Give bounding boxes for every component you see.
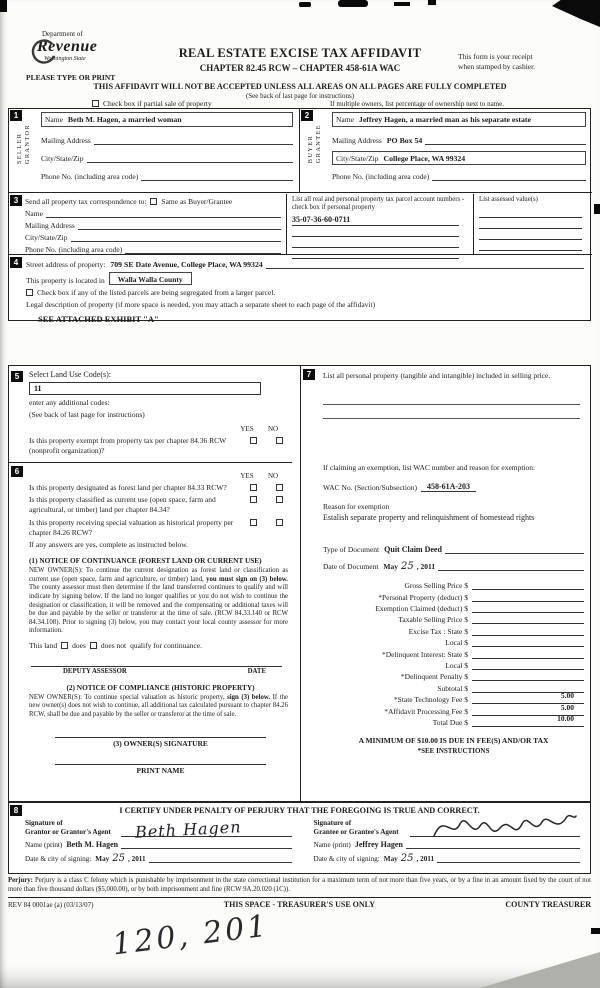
grantor-date-year: , 2011 — [128, 855, 146, 863]
buyer-phone-label: Phone No. (including area code) — [332, 172, 430, 181]
buyer-side-label — [307, 124, 322, 163]
fee-label: Local $ — [445, 661, 468, 671]
seller-section — [9, 109, 300, 193]
grantor-agent-label: Grantor or Grantor's Agent — [25, 828, 111, 836]
corr-name-label: Name — [25, 209, 43, 218]
fee-label: Subtotal $ — [437, 683, 468, 693]
fee-value: 10.00 — [557, 714, 574, 723]
personal-property-blank-line[interactable] — [323, 405, 580, 419]
seller-city-row — [41, 153, 293, 163]
form-revision-number: REV 84 0001ae (a) (03/13/07) — [8, 901, 94, 909]
current-use-yes-checkbox[interactable] — [250, 496, 257, 503]
does-label: does — [72, 640, 86, 650]
continuance-notice-title: (1) NOTICE OF CONTINUANCE (FOREST LAND OR CURRENT USE) — [29, 556, 262, 566]
county-treasurer-label: COUNTY TREASURER — [505, 900, 591, 909]
legal-description-label: Legal description of property (if more space is needed, you may attach a separate sheet to each page of the affidavit) — [26, 300, 376, 309]
wac-label: WAC No. (Section/Subsection) — [323, 483, 417, 493]
send-correspondence-label: Send all property tax correspondence to: — [25, 197, 147, 206]
fee-value: 5.00 — [560, 691, 574, 701]
legal-description-row — [26, 300, 584, 309]
reason-value: Estalish separate property and relinquishment of homestead rights — [323, 513, 535, 523]
scan-artifact — [299, 2, 311, 7]
historic-question-row — [29, 518, 292, 538]
grantee-date-month: May — [383, 855, 398, 863]
fee-label: Taxable Selling Price $ — [398, 615, 468, 625]
left-column — [9, 366, 301, 801]
grantor-word: GRANTOR — [24, 124, 32, 165]
grantor-signature-row — [25, 817, 292, 842]
compliance-notice-title: (2) NOTICE OF COMPLIANCE (HISTORIC PROPERTY) — [66, 682, 255, 692]
forest-no-checkbox[interactable] — [276, 484, 283, 491]
buyer-city-label: City/State/Zip — [336, 153, 379, 163]
form-chapter: CHAPTER 82.45 RCW – CHAPTER 458-61A WAC — [199, 63, 401, 73]
land-use-and-tax-box — [8, 365, 591, 802]
assessed-header: List assessed value(s) — [479, 196, 538, 203]
owners-signature-caption: (3) OWNER(S) SIGNATURE — [113, 739, 208, 749]
grantee-date-row — [314, 852, 581, 863]
treasurer-space-label: THIS SPACE - TREASURER'S USE ONLY — [223, 900, 376, 909]
please-type-note: PLEASE TYPE OR PRINT — [26, 73, 116, 82]
compliance-text-bold: sign (3) below. — [227, 693, 271, 701]
parcel-number-value[interactable]: 35-07-36-60-0711 — [292, 215, 459, 226]
forest-land-question: Is this property designated as forest land per chapter 84.33 RCW? — [29, 482, 227, 492]
does-checkbox[interactable] — [61, 642, 68, 649]
warning-line: THIS AFFIDAVIT WILL NOT BE ACCEPTED UNLESS ALL AREAS ON ALL PAGES ARE FULLY COMPLETED — [93, 82, 507, 91]
seller-name-label: Name — [45, 115, 63, 124]
grantee-date-line[interactable] — [437, 853, 580, 863]
handwritten-number-note: 120, 201 — [110, 908, 272, 963]
continuance-text-bold: you must sign on (3) below. — [206, 575, 288, 583]
exempt-yes-checkbox[interactable] — [250, 437, 257, 444]
located-label: This property is located in — [26, 276, 105, 285]
grantee-date-day-handwritten: 25 — [400, 853, 414, 864]
yes-no-header-2 — [29, 472, 292, 480]
land-use-code-input[interactable] — [29, 382, 261, 395]
signature-of-label: Signature of — [25, 819, 63, 827]
buyer-city-field[interactable] — [332, 151, 586, 165]
compliance-text-c: If the new owner(s) does not wish to continue, all additional tax calculated pursuant to chapter 84.26 RCW, shall be due and payable by the seller or transferor at the time of sale. — [29, 693, 288, 718]
personal-property-blank-line[interactable] — [323, 391, 580, 405]
corr-name-row — [25, 207, 281, 218]
document-type-label: Type of Document — [323, 544, 380, 554]
title-block — [150, 46, 450, 73]
scan-artifact — [552, 0, 600, 27]
same-as-buyer-checkbox[interactable] — [150, 198, 157, 205]
does-not-checkbox[interactable] — [90, 642, 97, 649]
grantor-name-print-label: Name (print) — [25, 841, 63, 849]
buyer-word: BUYER — [307, 134, 314, 164]
grantee-signature-label — [314, 819, 410, 837]
seller-side-label — [16, 124, 31, 164]
grantor-signature-label — [25, 819, 121, 837]
buyer-name-label: Name — [336, 115, 354, 124]
parcel-numbers-column — [286, 194, 473, 255]
assessed-blank-line[interactable] — [479, 230, 582, 240]
dor-logo — [26, 30, 156, 74]
street-address-value: 709 SE Date Avenue, College Place, WA 99324 — [110, 260, 263, 269]
buyer-city-value: College Place, WA 99324 — [383, 153, 466, 163]
document-type-value: Quit Claim Deed — [384, 544, 442, 554]
fee-label: Gross Selling Price $ — [404, 581, 468, 591]
fee-label: *Affidavit Processing Fee $ — [384, 706, 468, 716]
county-value[interactable]: Walla Walla County — [109, 272, 192, 285]
corr-phone-label: Phone No. (including area code) — [25, 245, 123, 254]
see-back-note: (See back of last page for instructions) — [245, 92, 355, 100]
receipt-note-line2: when stamped by cashier. — [458, 61, 536, 71]
seller-phone-input[interactable] — [141, 171, 293, 181]
perjury-lead: Perjury: — [8, 877, 33, 884]
if-yes-note: If any answers are yes, complete as instructed below. — [29, 540, 189, 550]
this-land-label: This land — [29, 640, 58, 650]
seller-phone-row — [41, 171, 293, 181]
fee-label: Local $ — [445, 638, 468, 648]
continuance-text-c: The county assessor must then determine if the land transferred continues to qualify and will indicate by signing below. If the land no longer qualifies or you do not wish to continue the designation or classification, it will be removed and the compensating or additional taxes will be due and payable by the seller or transferor at the time of sale. (RCW 84.33.140 or RCW 84.34.108). Prior to signing (3) below, you may contact your local county assessor for more information. — [29, 584, 288, 635]
grantee-name-value: Jeffrey Hagen — [354, 840, 403, 849]
deputy-assessor-labels — [29, 667, 292, 675]
tax-computation-column — [301, 366, 592, 801]
owners-signature-line[interactable] — [55, 737, 266, 738]
scan-page-edge — [480, 952, 600, 988]
footer-row — [8, 897, 591, 909]
parcel-blank-line[interactable] — [292, 227, 459, 237]
seller-word: SELLER — [16, 132, 23, 165]
grantor-date-day-handwritten: 25 — [112, 853, 125, 864]
partial-sale-checkbox[interactable] — [92, 100, 99, 107]
document-date-day-handwritten: 25 — [401, 560, 414, 572]
exempt-no-checkbox[interactable] — [276, 437, 283, 444]
qualify-row — [29, 641, 292, 650]
parcel-header: List all real and personal property tax parcel account numbers - check box if personal property — [292, 196, 465, 212]
grantee-signature-column — [314, 817, 581, 863]
additional-codes-label: enter any additional codes: — [29, 398, 110, 407]
assessed-values-column — [473, 194, 592, 255]
fee-label: *Personal Property (deduct) $ — [378, 592, 468, 602]
grantor-signature-column — [25, 817, 292, 863]
current-use-no-checkbox[interactable] — [276, 496, 283, 503]
partial-sale-row — [92, 99, 212, 108]
grantor-date-month: May — [95, 855, 110, 863]
certify-statement: I CERTIFY UNDER PENALTY OF PERJURY THAT THE FOREGOING IS TRUE AND CORRECT. — [119, 806, 480, 815]
buyer-name-field[interactable] — [332, 112, 586, 127]
perjury-text: Perjury is a class C felony which is punishable by imprisonment in the state correctional institution for a maximum term of not more than five years, or by a fine in an amount fixed by the court of not more than five thousand dollars ($5,000.00), or by both imprisonment and fine (RCW 9A.20.020 (1C)). — [8, 877, 591, 893]
deputy-assessor-label: DEPUTY ASSESSOR — [63, 667, 127, 675]
street-address-label: Street address of property: — [26, 260, 106, 269]
corr-phone-input[interactable] — [125, 244, 281, 254]
tax-correspondence-section — [9, 194, 286, 255]
exempt-question-row — [29, 436, 292, 456]
scan-artifact — [0, 0, 7, 12]
seller-name-value: Beth M. Hagen, a married woman — [67, 115, 182, 124]
assessed-blank-line[interactable] — [479, 219, 582, 229]
legal-description-value: SEE ATTACHED EXHIBIT "A" — [38, 314, 159, 324]
perjury-paragraph — [8, 877, 591, 895]
owners-signature-block — [29, 737, 292, 748]
continuance-notice-body — [29, 567, 292, 636]
located-row — [26, 272, 584, 285]
document-date-month: May — [383, 561, 398, 571]
current-use-question: Is this property classified as current use (open space, farm and agricultural, or timber) land per chapter 84.34? — [29, 495, 216, 514]
does-not-label: does not — [100, 640, 127, 650]
grantee-signature-line[interactable] — [410, 817, 581, 837]
grantee-date-label: Date & city of signing: — [313, 855, 380, 863]
fee-value: 5.00 — [560, 702, 574, 712]
seller-mailing-label: Mailing Address — [41, 136, 91, 145]
no-label-2: NO — [267, 471, 279, 480]
section-7-badge: 7 — [303, 369, 315, 380]
grantor-signature: Beth Hagen — [134, 817, 242, 842]
assessed-blank-line[interactable] — [479, 241, 582, 251]
print-name-block — [29, 764, 292, 775]
fee-label: Total Due $ — [432, 718, 468, 727]
section-4-badge: 4 — [10, 257, 22, 268]
revenue-swoosh-icon — [26, 39, 56, 69]
seller-city-input[interactable] — [87, 153, 294, 163]
grantee-signature-row — [314, 817, 581, 837]
corr-name-input[interactable] — [46, 208, 281, 218]
document-type-row — [323, 544, 584, 554]
parties-and-property-box — [8, 108, 591, 324]
corr-mailing-label: Mailing Address — [25, 221, 75, 230]
section-5-badge: 5 — [11, 371, 23, 382]
buyer-section — [300, 109, 592, 193]
receipt-note-line1: This form is your receipt — [458, 52, 533, 61]
section-6-badge: 6 — [11, 466, 23, 477]
historic-question: Is this property receiving special valuation as historical property per chapter 84.26 RCW? — [29, 517, 234, 537]
print-name-caption: PRINT NAME — [136, 766, 185, 776]
seller-city-label: City/State/Zip — [41, 154, 84, 163]
compliance-notice-body — [29, 694, 292, 720]
continuance-text-a: NEW OWNER(S): To continue the current designation as forest land or classification as current use (open space, farm and agriculture, or timber) land, — [29, 567, 288, 583]
scan-artifact — [338, 0, 368, 7]
scan-artifact — [394, 2, 410, 6]
wac-row — [323, 482, 584, 492]
grantee-name-print-label: Name (print) — [313, 841, 351, 849]
logo-dept-text: Department of — [42, 30, 83, 38]
partial-sale-label: Check box if partial sale of property — [103, 99, 212, 108]
document-date-label: Date of Document — [323, 561, 379, 571]
seller-mailing-row — [41, 135, 293, 145]
property-address-section — [9, 256, 592, 322]
personal-property-label: List all personal property (tangible and intangible) included in selling price. — [323, 371, 551, 380]
fee-label: *State Technology Fee $ — [393, 695, 468, 705]
grantor-date-row — [25, 852, 292, 863]
segregated-checkbox[interactable] — [26, 289, 33, 296]
grantor-date-line[interactable] — [149, 853, 292, 863]
scan-artifact — [428, 0, 436, 5]
correspondence-row — [25, 197, 281, 206]
segregated-label: Check box if any of the listed parcels are being segregated from a larger parcel. — [37, 288, 276, 297]
form-title: REAL ESTATE EXCISE TAX AFFIDAVIT — [178, 46, 422, 60]
minimum-due-note: A MINIMUM OF $10.00 IS DUE IN FEE(S) AND/OR TAX — [358, 736, 549, 745]
buyer-mailing-input[interactable] — [425, 135, 586, 145]
forest-land-question-row — [29, 483, 292, 493]
corr-mailing-input[interactable] — [78, 220, 281, 230]
land-use-code-value: 11 — [34, 384, 42, 393]
same-as-buyer-label: Same as Buyer/Grantee — [161, 197, 233, 206]
buyer-mailing-value: PO Box 54 — [386, 136, 423, 145]
grantor-date-label: Date & city of signing: — [25, 855, 92, 863]
wac-value[interactable]: 458-61A-203 — [421, 482, 476, 492]
current-use-question-row — [29, 495, 292, 515]
grantee-word: GRANTEE — [315, 124, 323, 164]
see-instructions-note: *SEE INSTRUCTIONS — [417, 747, 490, 755]
print-name-line[interactable] — [55, 764, 266, 765]
grantee-date-year: , 2011 — [416, 855, 435, 863]
segregated-row — [26, 288, 584, 297]
assessed-blank-line[interactable] — [479, 208, 582, 218]
seller-phone-label: Phone No. (including area code) — [41, 172, 139, 181]
classification-section — [9, 462, 292, 776]
logo-name-text: Revenue — [37, 38, 98, 55]
document-type-line[interactable] — [445, 544, 584, 554]
grantor-name-value: Beth M. Hagen — [66, 840, 119, 849]
historic-no-checkbox[interactable] — [276, 519, 283, 526]
section-1-badge: 1 — [10, 110, 22, 121]
exempt-answers — [240, 436, 292, 456]
grantee-signature — [428, 810, 578, 842]
yes-label: YES — [240, 425, 254, 433]
corr-city-row — [25, 231, 281, 242]
fee-row — [323, 716, 584, 727]
receipt-note — [458, 52, 583, 72]
yes-label-2: YES — [240, 471, 254, 480]
qualify-tail-label: qualify for continuance. — [130, 640, 202, 650]
fee-label: Excise Tax : State $ — [408, 626, 468, 636]
scan-artifact — [594, 204, 600, 214]
fee-label: *Delinquent Penalty $ — [400, 672, 468, 682]
signature-of-label: Signature of — [313, 819, 352, 827]
buyer-phone-row — [332, 171, 586, 181]
buyer-name-value: Jeffrey Hagen, a married man as his separate estate — [358, 115, 531, 124]
corr-city-label: City/State/Zip — [25, 233, 68, 242]
document-date-year: , 2011 — [416, 561, 436, 571]
fee-label: *Delinquent Interest: State $ — [381, 649, 468, 659]
deputy-date-label: DATE — [247, 667, 266, 675]
fee-label: Exemption Claimed (deduct) $ — [375, 604, 468, 614]
yes-no-header — [29, 425, 292, 433]
fee-amount-line[interactable] — [472, 708, 584, 727]
section-3-badge: 3 — [10, 195, 22, 206]
land-use-title: Select Land Use Code(s): — [29, 370, 111, 379]
parcel-blank-line[interactable] — [292, 238, 459, 248]
buyer-mailing-row — [332, 135, 586, 145]
historic-yes-checkbox[interactable] — [250, 519, 257, 526]
exemption-claim-label: If claiming an exemption, list WAC number and reason for exemption: — [323, 463, 536, 473]
section-8-badge: 8 — [10, 805, 22, 816]
buyer-mailing-label: Mailing Address — [332, 136, 382, 145]
multiple-owners-note: If multiple owners, list percentage of ownership next to name. — [330, 100, 504, 108]
document-date-row — [323, 560, 584, 571]
exempt-question-text: Is this property exempt from property tax per chapter 84.36 RCW (nonprofit organization)? — [29, 436, 227, 455]
document-date-line[interactable] — [438, 561, 584, 571]
corr-mailing-row — [25, 219, 281, 230]
scan-artifact — [591, 928, 600, 934]
seller-mailing-input[interactable] — [94, 135, 293, 145]
land-use-section — [14, 370, 292, 456]
logo-state-text: Washington State — [44, 56, 86, 62]
forest-yes-checkbox[interactable] — [250, 484, 257, 491]
corr-phone-row — [25, 243, 281, 254]
reason-label: Reason for exemption — [323, 502, 390, 512]
buyer-phone-input[interactable] — [432, 171, 586, 181]
certification-box — [8, 802, 591, 874]
seller-name-field[interactable] — [41, 112, 293, 127]
corr-city-input[interactable] — [71, 232, 282, 242]
fee-table — [323, 579, 584, 727]
no-label: NO — [267, 425, 279, 433]
street-address-row — [26, 259, 584, 269]
see-back-label: (See back of last page for instructions) — [29, 410, 145, 419]
grantee-agent-label: Grantee or Grantee's Agent — [313, 828, 399, 836]
section-2-badge: 2 — [301, 110, 313, 121]
grantor-signature-line[interactable] — [121, 817, 292, 842]
street-address-input[interactable] — [266, 259, 584, 269]
compliance-text-a: NEW OWNER(S): To continue special valuation as historic property, — [29, 693, 228, 701]
